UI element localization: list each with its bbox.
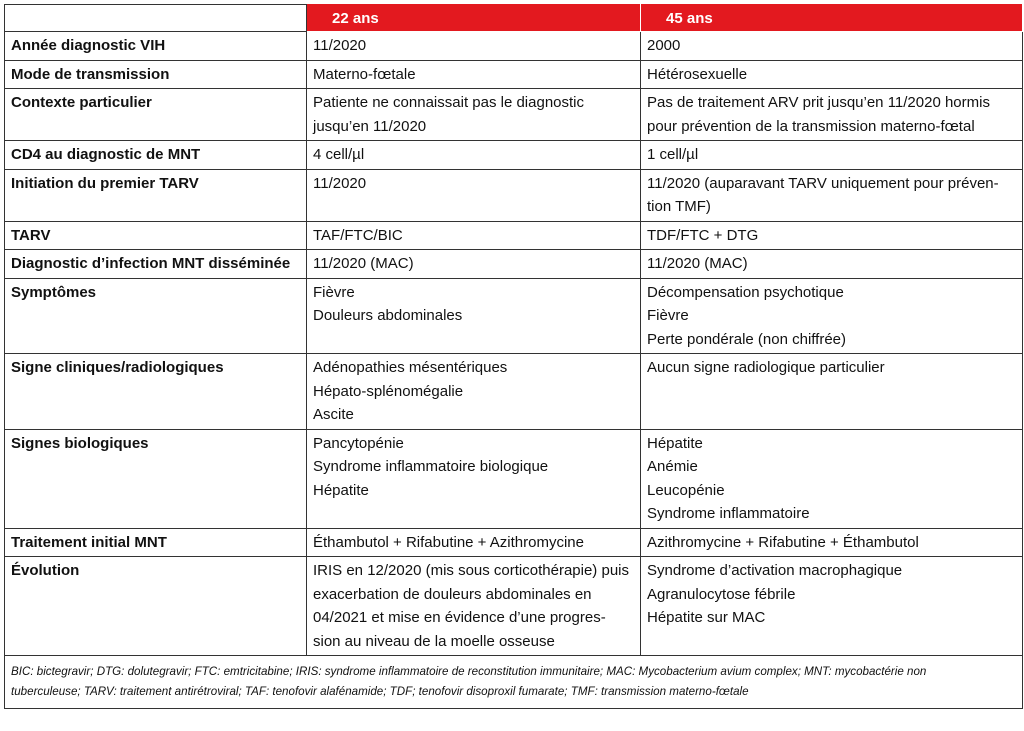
table-body: [5, 32, 1023, 709]
table-row: [5, 169, 1023, 221]
cell-line: pour prévention de la transmission materno-fœtal: [647, 117, 975, 135]
cell-line: 11/2020: [313, 174, 367, 192]
cell-patient-1: [307, 429, 641, 528]
row-label: Évolution: [5, 557, 307, 656]
cell-line: Anémie: [647, 458, 698, 475]
cell-line: exacerbation de douleurs abdominales en: [313, 585, 592, 603]
cell-line: Hépatite: [313, 481, 369, 499]
table-row: [5, 221, 1023, 250]
table-row: [5, 429, 1023, 528]
row-label: TARV: [5, 221, 307, 250]
cell-patient-2: [641, 221, 1023, 250]
cell-line: jusqu’en 11/2020: [313, 117, 427, 135]
cell-line: Syndrome d’activation macrophagique: [647, 562, 903, 579]
row-label: CD4 au diagnostic de MNT: [5, 141, 307, 170]
cell-line: Fièvre: [647, 307, 689, 324]
table-row: [5, 60, 1023, 89]
cell-patient-2: [641, 141, 1023, 170]
cell-line: IRIS en 12/2020 (mis sous corticothérapie) puis: [313, 562, 629, 579]
cell-line: 1 cell/µl: [647, 146, 699, 163]
cell-line: Adénopathies mésentériques: [313, 359, 508, 376]
header-blank-cell: [5, 5, 307, 32]
cell-patient-2: [641, 89, 1023, 141]
footnote-line-2: tuberculeuse; TARV: traitement antirétroviral; TAF: tenofovir alafénamide; TDF; tenofovir disoproxil fumarate; TMF: transmission materno-fœtale: [11, 685, 749, 698]
cell-patient-2: [641, 250, 1023, 279]
row-label: Mode de transmission: [5, 60, 307, 89]
cell-line: Ascite: [313, 406, 354, 423]
cell-line: 11/2020 (auparavant TARV uniquement pour préven-: [647, 174, 999, 192]
cell-line: Aucun signe radiologique particulier: [647, 359, 885, 376]
header-row: [5, 5, 1023, 32]
cell-line: Patiente ne connaissait pas le diagnostic: [313, 94, 585, 111]
cell-patient-1: [307, 250, 641, 279]
cell-patient-2: [641, 354, 1023, 430]
cell-patient-2: [641, 278, 1023, 354]
table-row: [5, 354, 1023, 430]
cell-line: Douleurs abdominales: [313, 307, 463, 324]
cell-line: Hétérosexuelle: [647, 65, 748, 83]
cell-patient-1: [307, 354, 641, 430]
row-label: Contexte particulier: [5, 89, 307, 141]
cell-patient-1: [307, 89, 641, 141]
cell-line: Azithromycine + Rifabutine + Éthambutol: [647, 533, 919, 551]
cell-patient-2: [641, 528, 1023, 557]
cell-line: Éthambutol + Rifabutine + Azithromycine: [313, 533, 584, 551]
row-label: Année diagnostic VIH: [5, 32, 307, 61]
cell-patient-1: [307, 141, 641, 170]
cell-line: Pancytopénie: [313, 434, 404, 452]
cell-patient-1: [307, 557, 641, 656]
cell-line: Hépatite: [647, 434, 703, 452]
footnote-row: [5, 656, 1023, 709]
cell-patient-2: [641, 60, 1023, 89]
footnote-line-1: BIC: bictegravir; DTG: dolutegravir; FTC: emtricitabine; IRIS: syndrome inflammatoire de reconstitution immunitaire; MAC: Mycobacterium avium complex; MNT: mycobactérie non: [11, 665, 927, 678]
cell-patient-2: [641, 557, 1023, 656]
row-label: Signe cliniques/radiologiques: [5, 354, 307, 430]
cell-line: Pas de traitement ARV prit jusqu’en 11/2020 hormis: [647, 94, 990, 111]
footnote-cell: [5, 656, 1023, 709]
cell-line: tion TMF): [647, 198, 711, 215]
table-row: [5, 32, 1023, 61]
cell-line: 4 cell/µl: [313, 146, 365, 163]
cell-line: Leucopénie: [647, 481, 725, 499]
cell-line: 04/2021 et mise en évidence d’une progres-: [313, 609, 606, 626]
cell-patient-1: [307, 528, 641, 557]
row-label: Symptômes: [5, 278, 307, 354]
cell-patient-1: [307, 60, 641, 89]
cell-line: Syndrome inflammatoire biologique: [313, 458, 549, 475]
row-label: Traitement initial MNT: [5, 528, 307, 557]
table-row: [5, 141, 1023, 170]
table-row: [5, 557, 1023, 656]
table-row: [5, 278, 1023, 354]
case-comparison-table: [4, 4, 1023, 709]
table-row: [5, 528, 1023, 557]
table-row: [5, 250, 1023, 279]
cell-line: Hépatite sur MAC: [647, 609, 766, 626]
cell-line: Hépato-splénomégalie: [313, 382, 464, 400]
cell-patient-2: [641, 169, 1023, 221]
cell-line: Perte pondérale (non chiffrée): [647, 330, 847, 348]
cell-patient-2: [641, 32, 1023, 61]
cell-line: Décompensation psychotique: [647, 283, 844, 301]
cell-line: Fièvre: [313, 283, 355, 301]
cell-line: 11/2020: [313, 37, 367, 54]
row-label: Diagnostic d’infection MNT disséminée: [5, 250, 307, 279]
header-patient-1: 22 ans: [307, 5, 641, 32]
cell-patient-2: [641, 429, 1023, 528]
table-row: [5, 89, 1023, 141]
cell-line: Materno-fœtale: [313, 65, 416, 83]
cell-line: 11/2020 (MAC): [647, 255, 748, 272]
cell-patient-1: [307, 169, 641, 221]
cell-line: 2000: [647, 37, 681, 54]
cell-line: sion au niveau de la moelle osseuse: [313, 632, 555, 650]
cell-line: Syndrome inflammatoire: [647, 505, 810, 522]
row-label: Signes biologiques: [5, 429, 307, 528]
cell-line: Agranulocytose fébrile: [647, 585, 796, 603]
cell-patient-1: [307, 32, 641, 61]
cell-line: TDF/FTC + DTG: [647, 226, 759, 244]
header-patient-2: 45 ans: [641, 5, 1023, 32]
cell-patient-1: [307, 278, 641, 354]
cell-line: TAF/FTC/BIC: [313, 226, 403, 244]
row-label: Initiation du premier TARV: [5, 169, 307, 221]
cell-line: 11/2020 (MAC): [313, 255, 414, 272]
cell-patient-1: [307, 221, 641, 250]
